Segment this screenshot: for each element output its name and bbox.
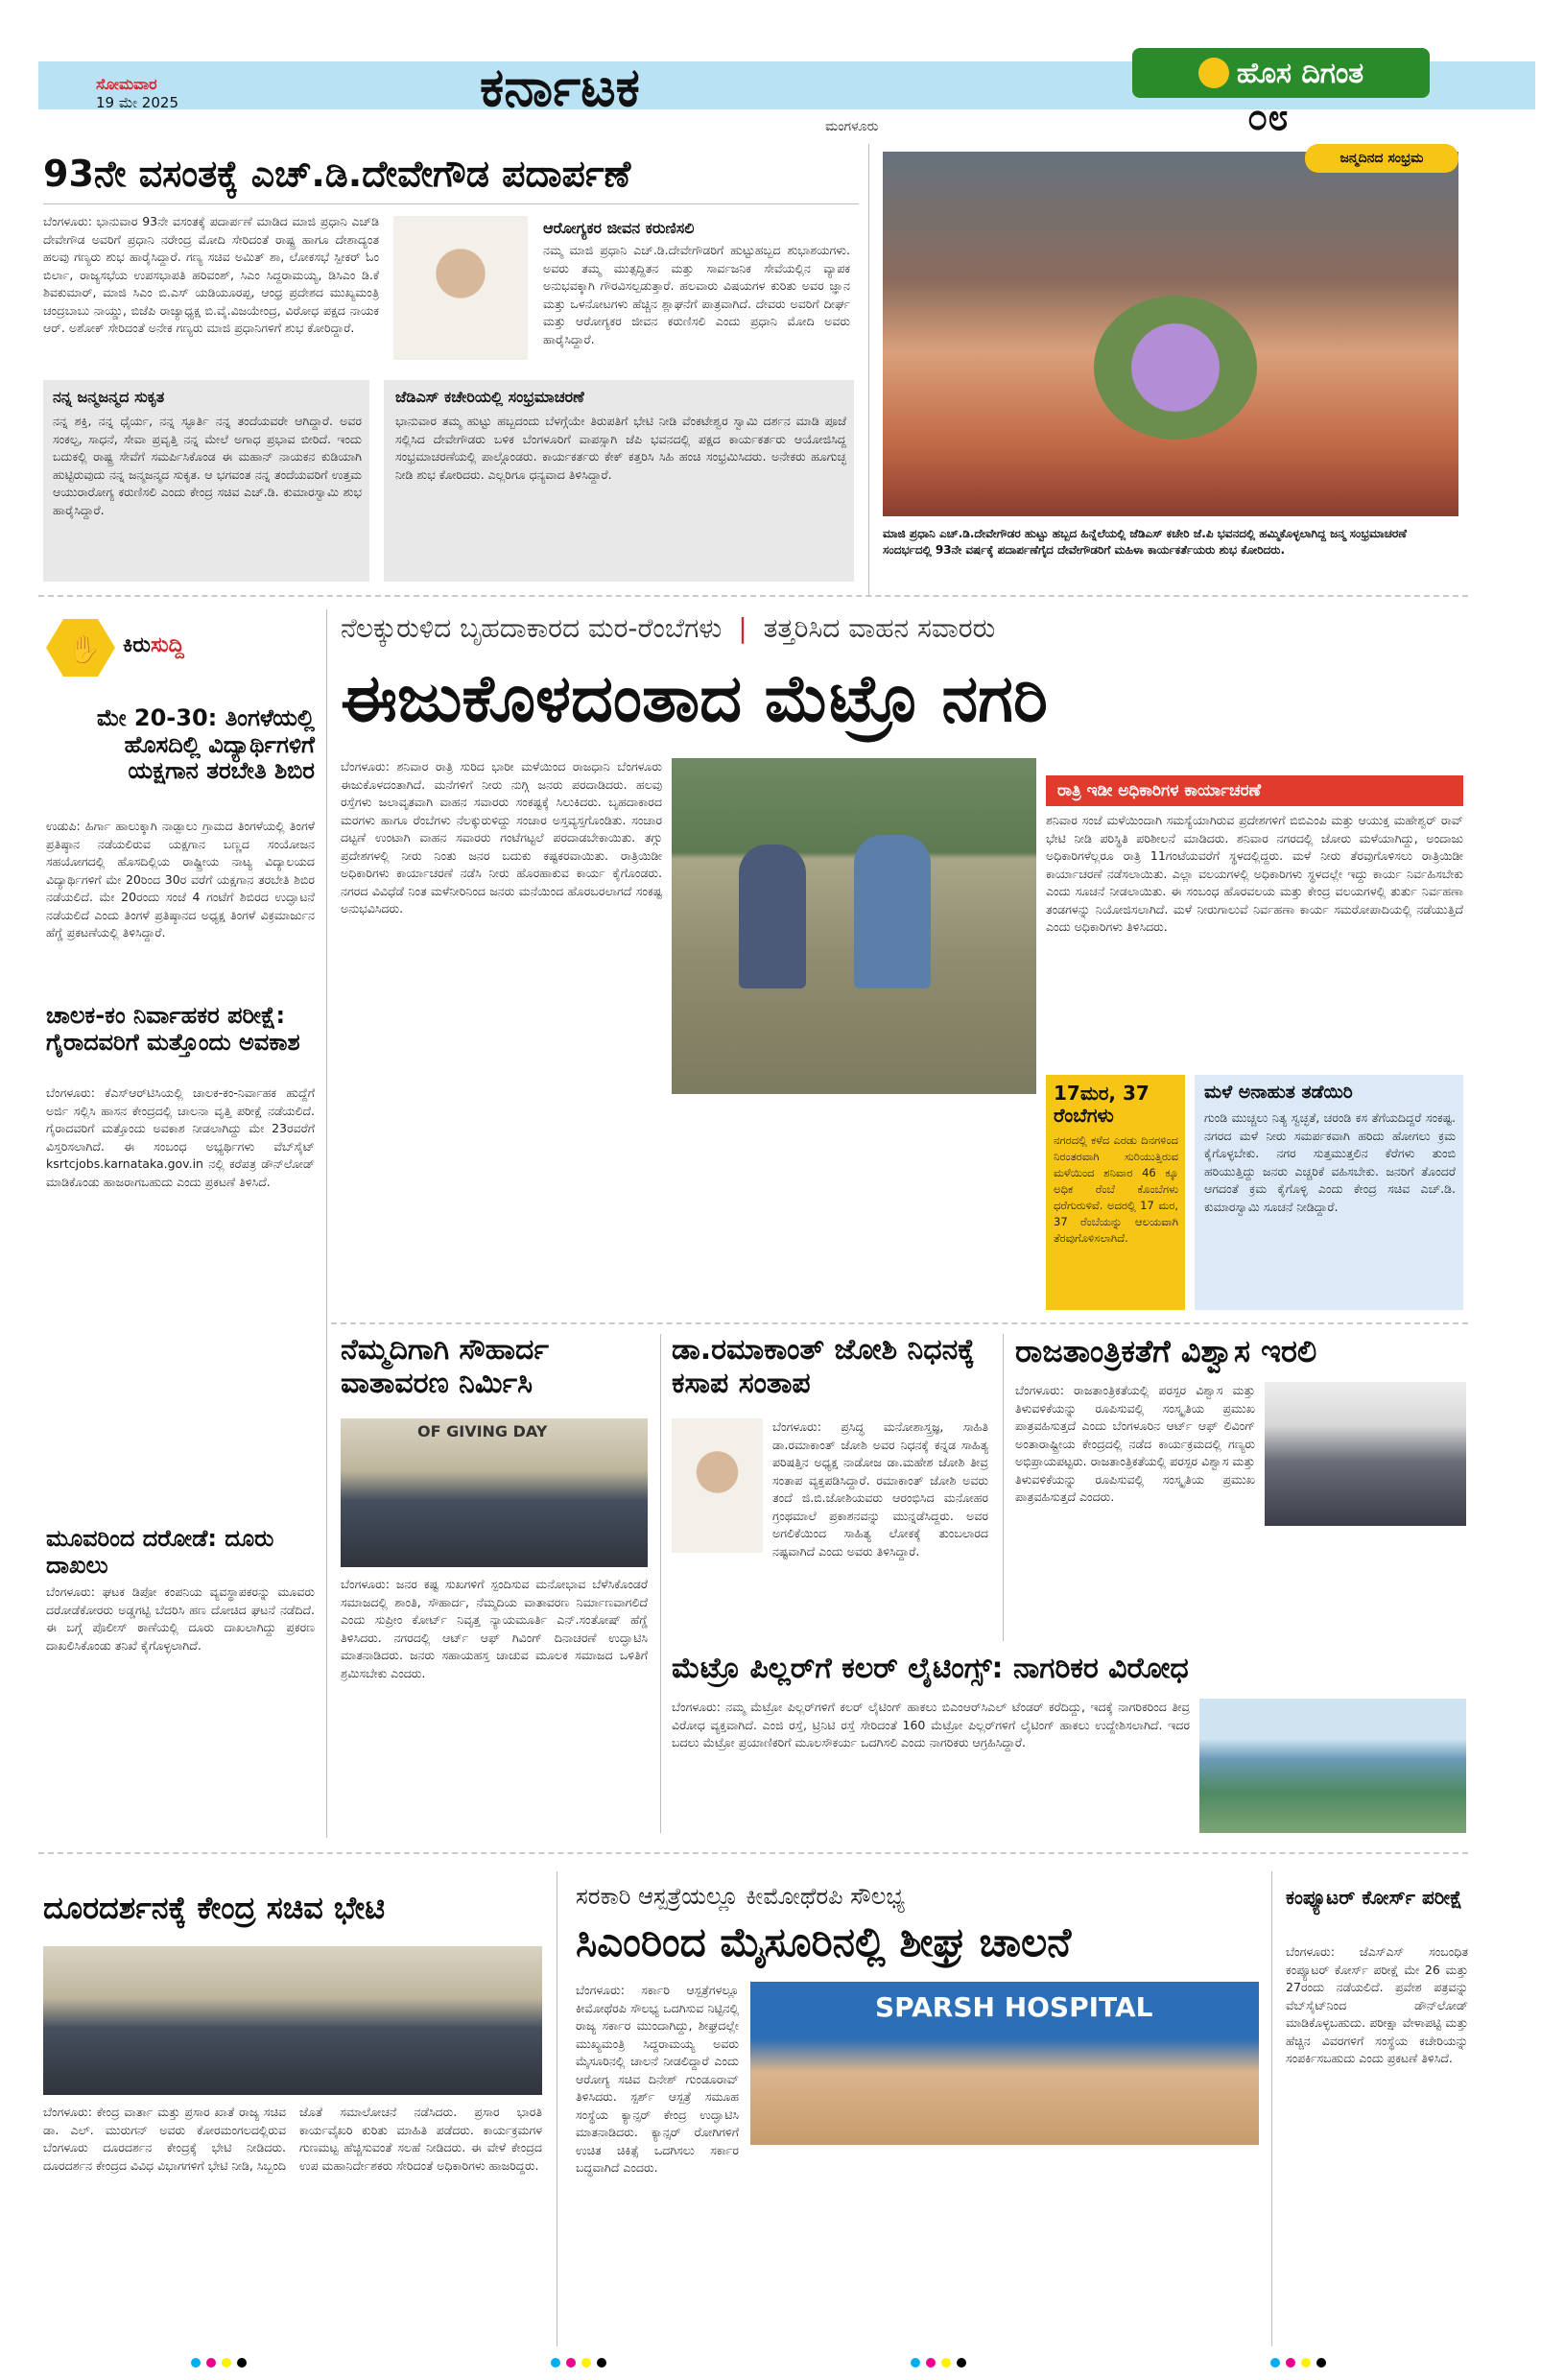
pillar-headline: ಮೆಟ್ರೊ ಪಿಲ್ಲರ್‌ಗೆ ಕಲರ್ ಲೈಟಿಂಗ್ಸ್: ನಾಗರಿಕರ ವಿರೋಧ — [672, 1652, 1189, 1685]
kiru-story1-body: ಉಡುಪಿ: ಹಿರ್ಗಾ ಹಾಲುಕ್ಕಾಗಿ ನಾಡ್ಪಾಲು ಗ್ರಾಮದ ತಿಂಗಳೆಯಲ್ಲಿ ತಿಂಗಳೆ ಪ್ರತಿಷ್ಠಾನ ನಡೆಯಲಿರುವ ಯಕ್ಷಗಾನ ಬಣ್ಣದ ಸಂಯೋಜನ ಸಹಯೋಗದಲ್ಲಿ ಹೊಸದಿಲ್ಲಿಯ ರಾಷ್ಟ್ರೀಯ ನಾಟ್ಯ ವಿದ್ಯಾಲಯದ ವಿದ್ಯಾರ್ಥಿಗಳಿಗೆ ಮೇ 20ರಿಂದ 30ರ ವರೆಗೆ ಯಕ್ಷಗಾನ ತರಬೇತಿ ಶಿಬಿರ ನಡೆಯಲಿದೆ. ಮೇ 20ರಂದು ಸಂಜೆ 4 ಗಂಟೆಗೆ ಶಿಬಿರದ ಉದ್ಘಾಟನೆ ನಡೆಯಲಿದೆ ಎಂದು ತಿಂಗಳೆ ಪ್ರತಿಷ್ಠಾನದ ಅಧ್ಯಕ್ಷ ತಿಂಗಳೆ ವಿಕ್ರಮಾರ್ಜುನ ಹೆಗ್ಡೆ ಪ್ರಕಟಣೆಯಲ್ಲಿ ತಿಳಿಸಿದ್ದಾರೆ. — [46, 819, 315, 940]
section-divider-1 — [38, 595, 1468, 597]
kiru-icon: ✋ — [67, 633, 101, 665]
paper-logo — [1132, 48, 1430, 98]
story-harmony-body: ಬೆಂಗಳೂರು: ಜನರ ಕಷ್ಟ ಸುಖಗಳಿಗೆ ಸ್ಪಂದಿಸುವ ಮನೋಭಾವ ಬೆಳೆಸಿಕೊಂಡರೆ ಸಮಾಜದಲ್ಲಿ ಶಾಂತಿ, ಸೌಹಾರ್ದ, ನೆಮ್ಮದಿಯ ವಾತಾವರಣ ನಿರ್ಮಾಣವಾಗಲಿದೆ ಎಂದು ಸುಪ್ರೀಂ ಕೋರ್ಟ್ ನಿವೃತ್ತ ನ್ಯಾಯಮೂರ್ತಿ ಎನ್.ಸಂತೋಷ್ ಹೆಗ್ಡೆ ತಿಳಿಸಿದರು. ನಗರದಲ್ಲಿ ಆರ್ಟ್ ಆಫ್ ಗಿವಿಂಗ್ ದಿನಾಚರಣೆ ಉದ್ಘಾಟಿಸಿ ಮಾತನಾಡಿದರು. ಜನರು ಸಹಾಯಹಸ್ತ ಚಾಚುವ ಮೂಲಕ ಸಮಾಜದ ಒಳಿತಿಗೆ ಶ್ರಮಿಸಬೇಕು ಎಂದರು. — [341, 1577, 648, 1680]
story-diplomacy-body: ಬೆಂಗಳೂರು: ರಾಜತಾಂತ್ರಿಕತೆಯಲ್ಲಿ ಪರಸ್ಪರ ವಿಶ್ವಾಸ ಮತ್ತು ತಿಳುವಳಿಕೆಯನ್ನು ರೂಪಿಸುವಲ್ಲಿ ಸಂಸ್ಕೃತಿಯ ಪ್ರಮುಖ ಪಾತ್ರವಹಿಸುತ್ತದೆ ಎಂದು ಬೆಂಗಳೂರಿನ ಆರ್ಟ್ ಆಫ್ ಲಿವಿಂಗ್ ಅಂತಾರಾಷ್ಟ್ರೀಯ ಕೇಂದ್ರದಲ್ಲಿ ನಡೆದ ಕಾರ್ಯಕ್ರಮದಲ್ಲಿ ಗಣ್ಯರು ಅಭಿಪ್ರಾಯಪಟ್ಟರು. ರಾಜತಾಂತ್ರಿಕತೆಯಲ್ಲಿ ಪರಸ್ಪರ ವಿಶ್ವಾಸ ಮತ್ತು ತಿಳುವಳಿಕೆಯನ್ನು ರೂಪಿಸುವಲ್ಲಿ ಸಂಸ್ಕೃತಿಯ ಪ್ರಮುಖ ಪಾತ್ರವಹಿಸುತ್ತದೆ ಎಂದರು. — [1015, 1383, 1255, 1504]
harmony-photo — [341, 1418, 648, 1567]
photo-tag: ಜನ್ಮದಿನದ ಸಂಭ್ರಮ — [1305, 144, 1458, 173]
stats-body: ನಗರದಲ್ಲಿ ಕಳೆದ ಎರಡು ದಿನಗಳಿಂದ ನಿರಂತರವಾಗಿ ಸುರಿಯುತ್ತಿರುವ ಮಳೆಯಿಂದ ಶನಿವಾರ 46 ಕ್ಕೂ ಅಧಿಕ ರೆಂಬೆ ಕೊಂಬೆಗಳು ಧರೆಗುರುಳಿವೆ. ಅದರಲ್ಲಿ 17 ಮರ, 37 ರೆಂಬೆಯನ್ನು ಆಲಯವಾಗಿ ತೆರವುಗೊಳಿಸಲಾಗಿದೆ. — [1054, 1133, 1178, 1245]
lead-photo-caption: ಮಾಜಿ ಪ್ರಧಾನಿ ಎಚ್.ಡಿ.ದೇವೇಗೌಡರ ಹುಟ್ಟು ಹಬ್ಬದ ಹಿನ್ನೆಲೆಯಲ್ಲಿ ಜೆಡಿಎಸ್ ಕಚೇರಿ ಜೆ.ಪಿ ಭವನದಲ್ಲಿ ಹಮ್ಮಿಕೊಳ್ಳಲಾಗಿದ್ದ ಜನ್ಮ ಸಂಭ್ರಮಾಚರಣೆ ಸಂದರ್ಭದಲ್ಲಿ 93ನೇ ವರ್ಷಕ್ಕೆ ಪದಾರ್ಪಣೆಗೈದ ದೇವೇಗೌಡರಿಗೆ ಮಹಿಳಾ ಕಾರ್ಯಕರ್ತೆಯರು ಶುಭ ಕೋರಿದರು. — [883, 527, 1407, 557]
tip-title: ಮಳೆ ಅನಾಹುತ ತಡೆಯಿರಿ — [1204, 1082, 1353, 1103]
color-registration-marks — [38, 2353, 1478, 2371]
metro-body: ಬೆಂಗಳೂರು: ಶನಿವಾರ ರಾತ್ರಿ ಸುರಿದ ಭಾರೀ ಮಳೆಯಿಂದ ರಾಜಧಾನಿ ಬೆಂಗಳೂರು ಈಜುಕೊಳದಂತಾಗಿದೆ. ಮನೆಗಳಿಗೆ ನೀರು ನುಗ್ಗಿ ಜನರು ಪರದಾಡಿದರು. ಹಲವು ರಸ್ತೆಗಳು ಜಲಾವೃತವಾಗಿ ವಾಹನ ಸವಾರರು ಸಂಕಷ್ಟಕ್ಕೆ ಸಿಲುಕಿದರು. ಬೃಹದಾಕಾರದ ಮರಗಳು ಹಾಗೂ ರೆಂಬೆಗಳು ನೆಲಕ್ಕುರುಳಿದ್ದು ಸಂಚಾರ ಅಸ್ತವ್ಯಸ್ತಗೊಂಡಿತು. ಸಂಚಾರ ದಟ್ಟಣೆ ಉಂಟಾಗಿ ವಾಹನ ಸವಾರರು ಗಂಟೆಗಟ್ಟಲೆ ಪರದಾಡಬೇಕಾಯಿತು. ತಗ್ಗು ಪ್ರದೇಶಗಳಲ್ಲಿ ನೀರು ನಿಂತು ಜನರ ಬದುಕು ಕಷ್ಟಕರವಾಯಿತು. ರಾತ್ರಿಯಿಡೀ ಅಧಿಕಾರಿಗಳು ಕಾರ್ಯಾಚರಣೆ ನಡೆಸಿ ನೀರು ಹೊರಹಾಕುವ ಕಾರ್ಯ ಕೈಗೊಂಡರು. ನಗರದ ವಿವಿಧೆಡೆ ನಿಂತ ಮಳೆನೀರಿನಿಂದ ಜನರು ಮನೆಯಿಂದ ಹೊರಬರಲಾಗದೆ ಸಂಕಷ್ಟ ಅನುಭವಿಸಿದರು. — [341, 759, 662, 916]
harmony-banner: OF GIVING DAY — [417, 1422, 548, 1440]
lead-divider — [868, 144, 869, 595]
paper-name: ಹೊಸ ದಿಗಂತ — [1236, 56, 1364, 90]
section-title: ಕರ್ನಾಟಕ — [480, 57, 640, 119]
lead-sub1-body: ನಮ್ಮ ಮಾಜಿ ಪ್ರಧಾನಿ ಎಚ್.ಡಿ.ದೇವೇಗೌಡರಿಗೆ ಹುಟ್ಟುಹಬ್ಬದ ಶುಭಾಶಯಗಳು. ಅವರು ತಮ್ಮ ಮುತ್ಸದ್ದಿತನ ಮತ್ತು ಸಾರ್ವಜನಿಕ ಸೇವೆಯಲ್ಲಿನ ವ್ಯಾಪಕ ಅನುಭವಕ್ಕಾಗಿ ಗೌರವಿಸಲ್ಪಡುತ್ತಾರೆ. ಹಲವಾರು ವಿಷಯಗಳ ಕುರಿತು ಅವರ ಜ್ಞಾನ ಮತ್ತು ಒಳನೋಟಗಳು ಹೆಚ್ಚಿನ ಶ್ಲಾಘನೆಗೆ ಪಾತ್ರವಾಗಿದೆ. ದೇವರು ಅವರಿಗೆ ದೀರ್ಘ ಮತ್ತು ಆರೋಗ್ಯಕರ ಜೀವನ ಕರುಣಿಸಲಿ ಎಂದು ಪ್ರಧಾನಿ ಮೋದಿ ಅವರು ಹಾರೈಸಿದ್ದಾರೆ. — [543, 243, 850, 346]
flood-photo — [672, 758, 1036, 1094]
doordarshan-body: ಬೆಂಗಳೂರು: ಕೇಂದ್ರ ವಾರ್ತಾ ಮತ್ತು ಪ್ರಸಾರ ಖಾತೆ ರಾಜ್ಯ ಸಚಿವ ಡಾ. ಎಲ್. ಮುರುಗನ್ ಅವರು ಕೋರಮಂಗಲದಲ್ಲಿರುವ ಬೆಂಗಳೂರು ದೂರದರ್ಶನ ಕೇಂದ್ರಕ್ಕೆ ಭೇಟಿ ನೀಡಿದರು. ದೂರದರ್ಶನ ಕೇಂದ್ರದ ವಿವಿಧ ವಿಭಾಗಗಳಿಗೆ ಭೇಟಿ ನೀಡಿ, ಸಿಬ್ಬಂದಿ ಜೊತೆ ಸಮಾಲೋಚನೆ ನಡೆಸಿದರು. ಪ್ರಸಾರ ಭಾರತಿ ಕಾರ್ಯವೈಖರಿ ಕುರಿತು ಮಾಹಿತಿ ಪಡೆದರು. ಕಾರ್ಯಕ್ರಮಗಳ ಗುಣಮಟ್ಟ ಹೆಚ್ಚಿಸುವಂತೆ ಸಲಹೆ ನೀಡಿದರು. ಈ ವೇಳೆ ಕೇಂದ್ರದ ಉಪ ಮಹಾನಿರ್ದೇಶಕರು ಸೇರಿದಂತೆ ಅಧಿಕಾರಿಗಳು ಹಾಜರಿದ್ದರು. — [43, 2105, 542, 2173]
lead-sub1-title: ಆರೋಗ್ಯಕರ ಜೀವನ ಕರುಣಿಸಲಿ — [543, 219, 695, 237]
kiru-story3-body: ಬೆಂಗಳೂರು: ಘಟಕ ಡಿಪೋ ಕಂಪನಿಯ ವ್ಯವಸ್ಥಾಪಕರನ್ನು ಮೂವರು ದರೋಡೆಕೋರರು ಅಡ್ಡಗಟ್ಟಿ ಬೆದರಿಸಿ ಹಣ ದೋಚಿದ ಘಟನೆ ನಡೆದಿದೆ. ಈ ಬಗ್ಗೆ ಪೊಲೀಸ್ ಠಾಣೆಯಲ್ಲಿ ದೂರು ದಾಖಲಾಗಿದ್ದು ಪ್ರಕರಣ ದಾಖಲಿಸಿಕೊಂಡು ತನಿಖೆ ಕೈಗೊಳ್ಳಲಾಗಿದೆ. — [46, 1584, 315, 1653]
logo-icon — [1198, 58, 1229, 88]
lead-rule — [43, 203, 859, 204]
person-right — [854, 835, 931, 988]
sparsh-banner: SPARSH HOSPITAL — [875, 1991, 1153, 2023]
metro-depot-photo — [1199, 1699, 1466, 1833]
section-divider-2 — [331, 1322, 1468, 1324]
page-number: ೦೮ — [1247, 96, 1289, 138]
bottom-divider-2 — [1271, 1871, 1272, 2346]
kiru-story3-headline: ಮೂವರಿಂದ ದರೋಡೆ: ದೂರು ದಾಖಲು — [46, 1525, 274, 1579]
chemo-headline: ಸಿಎಂರಿಂದ ಮೈಸೂರಿನಲ್ಲಿ ಶೀಘ್ರ ಚಾಲನೆ — [576, 1918, 1072, 1965]
chemo-body: ಬೆಂಗಳೂರು: ಸರ್ಕಾರಿ ಆಸ್ಪತ್ರೆಗಳಲ್ಲೂ ಕೀಮೋಥೆರಪಿ ಸೌಲಭ್ಯ ಒದಗಿಸುವ ನಿಟ್ಟಿನಲ್ಲಿ ರಾಜ್ಯ ಸರ್ಕಾರ ಮುಂದಾಗಿದ್ದು, ಶೀಘ್ರದಲ್ಲೇ ಮುಖ್ಯಮಂತ್ರಿ ಸಿದ್ದರಾಮಯ್ಯ ಅವರು ಮೈಸೂರಿನಲ್ಲಿ ಚಾಲನೆ ನೀಡಲಿದ್ದಾರೆ ಎಂದು ಆರೋಗ್ಯ ಸಚಿವ ದಿನೇಶ್ ಗುಂಡೂರಾವ್ ತಿಳಿಸಿದರು. ಸ್ಪರ್ಶ್ ಆಸ್ಪತ್ರೆ ಸಮೂಹ ಸಂಸ್ಥೆಯ ಕ್ಯಾನ್ಸರ್ ಕೇಂದ್ರ ಉದ್ಘಾಟಿಸಿ ಮಾತನಾಡಿದರು. ಕ್ಯಾನ್ಸರ್ ರೋಗಿಗಳಿಗೆ ಉಚಿತ ಚಿಕಿತ್ಸೆ ಒದಗಿಸಲು ಸರ್ಕಾರ ಬದ್ಧವಾಗಿದೆ ಎಂದರು. — [576, 1983, 739, 2175]
lead-headline: 93ನೇ ವಸಂತಕ್ಕೆ ಎಚ್.ಡಿ.ದೇವೇಗೌಡ ಪದಾರ್ಪಣೆ — [43, 153, 631, 195]
doordarshan-photo — [43, 1946, 542, 2095]
diplomacy-photo — [1265, 1382, 1466, 1526]
birthday-celebration-photo — [883, 152, 1458, 516]
story-harmony-headline: ನೆಮ್ಮದಿಗಾಗಿ ಸೌಹಾರ್ದ ವಾತಾವರಣ ನಿರ್ಮಿಸಿ — [341, 1333, 549, 1400]
chemo-kicker: ಸರಕಾರಿ ಆಸ್ಪತ್ರೆಯಲ್ಲೂ ಕೀಮೋಥೆರಪಿ ಸೌಲಭ್ಯ — [576, 1883, 906, 1910]
kiru-divider — [326, 609, 327, 1838]
kiru-story2-body: ಬೆಂಗಳೂರು: ಕೆಎಸ್‌ಆರ್‌ಟಿಸಿಯಲ್ಲಿ ಚಾಲಕ-ಕಂ-ನಿರ್ವಾಹಕ ಹುದ್ದೆಗೆ ಅರ್ಜಿ ಸಲ್ಲಿಸಿ ಹಾಸನ ಕೇಂದ್ರದಲ್ಲಿ ಚಾಲನಾ ವೃತ್ತಿ ಪರೀಕ್ಷೆ ನಡೆಯಲಿದೆ. ಗೈರಾದವರಿಗೆ ಮತ್ತೊಂದು ಅವಕಾಶ ನೀಡಲಾಗಿದ್ದು ಮೇ 23ರವರೆಗೆ ವಿಸ್ತರಿಸಲಾಗಿದೆ. ಈ ಸಂಬಂಧ ಅಭ್ಯರ್ಥಿಗಳು ವೆಬ್‌ಸೈಟ್ ksrtcjobs.karnataka.gov.in ನಲ್ಲಿ ಕರೆಪತ್ರ ಡೌನ್‌ಲೋಡ್ ಮಾಡಿಕೊಂಡು ಹಾಜರಾಗಬಹುದು ಎಂದು ಪ್ರಕಟಣೆ ತಿಳಿಸಿದೆ. — [46, 1085, 315, 1189]
metro-kicker-a: ನೆಲಕ್ಕುರುಳಿದ ಬೃಹದಾಕಾರದ ಮರ-ರೆಂಬೆಗಳು — [341, 612, 723, 644]
computer-course-body: ಬೆಂಗಳೂರು: ಜೆಎಸ್‌ಎಸ್ ಸಂಬಂಧಿತ ಕಂಪ್ಯೂಟರ್ ಕೋರ್ಸ್ ಪರೀಕ್ಷೆ ಮೇ 26 ಮತ್ತು 27ರಂದು ನಡೆಯಲಿದೆ. ಪ್ರವೇಶ ಪತ್ರವನ್ನು ವೆಬ್‌ಸೈಟ್‌ನಿಂದ ಡೌನ್‌ಲೋಡ್ ಮಾಡಿಕೊಳ್ಳಬಹುದು. ಪರೀಕ್ಷಾ ವೇಳಾಪಟ್ಟಿ ಮತ್ತು ಹೆಚ್ಚಿನ ವಿವರಗಳಿಗೆ ಸಂಸ್ಥೆಯ ಕಚೇರಿಯನ್ನು ಸಂಪರ್ಕಿಸಬಹುದು ಎಂದು ಪ್ರಕಟಣೆ ತಿಳಿಸಿದೆ. — [1286, 1944, 1468, 2065]
pillar-body: ಬೆಂಗಳೂರು: ನಮ್ಮ ಮೆಟ್ರೋ ಪಿಲ್ಲರ್‌ಗಳಿಗೆ ಕಲರ್ ಲೈಟಿಂಗ್ ಹಾಕಲು ಬಿಎಂಆರ್‌ಸಿಎಲ್ ಟೆಂಡರ್ ಕರೆದಿದ್ದು, ಇದಕ್ಕೆ ನಾಗರಿಕರಿಂದ ತೀವ್ರ ವಿರೋಧ ವ್ಯಕ್ತವಾಗಿದೆ. ಎಂಜಿ ರಸ್ತೆ, ಟ್ರಿನಿಟಿ ರಸ್ತೆ ಸೇರಿದಂತೆ 160 ಮೆಟ್ರೋ ಪಿಲ್ಲರ್‌ಗಳಿಗೆ ಲೈಟಿಂಗ್ ಹಾಕಲು ಉದ್ದೇಶಿಸಲಾಗಿದೆ. ಇದರ ಬದಲು ಮೆಟ್ರೋ ಪ್ರಯಾಣಿಕರಿಗೆ ಮೂಲಸೌಕರ್ಯ ಒದಗಿಸಲಿ ಎಂದು ನಾಗರಿಕರು ಆಗ್ರಹಿಸಿದ್ದಾರೆ. — [672, 1700, 1190, 1749]
bouquet-shape — [1094, 296, 1257, 440]
doordarshan-headline: ದೂರದರ್ಶನಕ್ಕೆ ಕೇಂದ್ರ ಸಚಿವ ಭೇಟಿ — [43, 1890, 386, 1926]
kiru-label-b: ಸುದ್ದಿ — [150, 633, 184, 657]
metro-kicker-sep: | — [738, 612, 747, 644]
kiru-label-a: ಕಿರು — [123, 633, 151, 657]
lead-sub3-body: ಭಾನುವಾರ ತಮ್ಮ ಹುಟ್ಟು ಹಬ್ಬದಂದು ಬೆಳಗ್ಗೆಯೇ ತಿರುಪತಿಗೆ ಭೇಟಿ ನೀಡಿ ವೆಂಕಟೇಶ್ವರ ಸ್ವಾಮಿ ದರ್ಶನ ಮಾಡಿ ಪೂಜೆ ಸಲ್ಲಿಸಿದ ದೇವೇಗೌಡರು ಬಳಿಕ ಬೆಂಗಳೂರಿಗೆ ವಾಪಸ್ಸಾಗಿ ಜೆಪಿ ಭವನದಲ್ಲಿ ಪಕ್ಷದ ಕಾರ್ಯಕರ್ತರು ಆಯೋಜಿಸಿದ್ದ ಸಂಭ್ರಮಾಚರಣೆಯಲ್ಲಿ ಪಾಲ್ಗೊಂಡರು. ಕಾರ್ಯಕರ್ತರು ಕೇಕ್ ಕತ್ತರಿಸಿ ಸಿಹಿ ಹಂಚಿ ಸಂಭ್ರಮಿಸಿದರು. ಅನೇಕರು ಹೂಗುಚ್ಛ ನೀಡಿ ಶುಭ ಕೋರಿದರು. ಎಲ್ಲರಿಗೂ ಧನ್ಯವಾದ ತಿಳಿಸಿದ್ದಾರೆ. — [395, 414, 846, 482]
joshi-portrait — [672, 1418, 763, 1553]
story-joshi-body: ಬೆಂಗಳೂರು: ಪ್ರಸಿದ್ಧ ಮನೋಶಾಸ್ತ್ರಜ್ಞ, ಸಾಹಿತಿ ಡಾ.ರಮಾಕಾಂತ್ ಜೋಶಿ ಅವರ ನಿಧನಕ್ಕೆ ಕನ್ನಡ ಸಾಹಿತ್ಯ ಪರಿಷತ್ತಿನ ಅಧ್ಯಕ್ಷ ನಾಡೋಜ ಡಾ.ಮಹೇಶ ಜೋಶಿ ತೀವ್ರ ಸಂತಾಪ ವ್ಯಕ್ತಪಡಿಸಿದ್ದಾರೆ. ರಮಾಕಾಂತ್ ಜೋಶಿ ಅವರು ತಂದೆ ಜಿ.ಬಿ.ಜೋಶಿಯವರು ಆರಂಭಿಸಿದ ಮನೋಹರ ಗ್ರಂಥಮಾಲೆ ಪ್ರಕಾಶನವನ್ನು ಮುನ್ನಡೆಸಿದ್ದರು. ಅವರ ಅಗಲಿಕೆಯಿಂದ ಸಾಹಿತ್ಯ ಲೋಕಕ್ಕೆ ತುಂಬಲಾರದ ನಷ್ಟವಾಗಿದೆ ಎಂದು ಅವರು ತಿಳಿಸಿದ್ದಾರೆ. — [772, 1419, 988, 1559]
lead-sub3-title: ಜೆಡಿಎಸ್ ಕಚೇರಿಯಲ್ಲಿ ಸಂಭ್ರಮಾಚರಣೆ — [395, 388, 584, 406]
metro-headline: ಈಜುಕೊಳದಂತಾದ ಮೆಟ್ರೊ ನಗರಿ — [341, 661, 1048, 737]
red-box-body: ಶನಿವಾರ ಸಂಜೆ ಮಳೆಯಿಂದಾಗಿ ಸಮಸ್ಯೆಯಾಗಿರುವ ಪ್ರದೇಶಗಳಿಗೆ ಬಿಬಿಎಂಪಿ ಮತ್ತು ಆಯುಕ್ತ ಮಹೇಶ್ವರ್ ರಾವ್ ಭೇಟಿ ನೀಡಿ ಪರಿಸ್ಥಿತಿ ಪರಿಶೀಲನೆ ಮಾಡಿದರು. ಶನಿವಾರ ನಗರದಲ್ಲಿ ಜೋರು ಮಳೆಯಾಗಿದ್ದು, ಅಂದಾಜು ಅಧಿಕಾರಿಗಳೆಲ್ಲರೂ ರಾತ್ರಿ 11ಗಂಟೆಯವರೆಗೆ ಸ್ಥಳದಲ್ಲಿದ್ದರು. ಮಳೆ ನೀರು ತೆರವುಗೊಳಿಸಲು ರಾತ್ರಿಯಿಡೀ ಕಾರ್ಯಾಚರಣೆ ನಡೆಸಲಾಯಿತು. ಎಲ್ಲಾ ವಲಯಗಳಲ್ಲಿ ಅಧಿಕಾರಿಗಳು ಸ್ಥಳದಲ್ಲೇ ಇದ್ದು ಕಾರ್ಯ ನಿರ್ವಹಿಸಬೇಕು ಎಂದು ಸೂಚನೆ ನೀಡಲಾಯಿತು. ಈ ಸಂಬಂಧ ಹೊರವಲಯ ಮತ್ತು ಕೇಂದ್ರ ವಲಯಗಳಲ್ಲಿ ತುರ್ತು ನಿರ್ವಹಣಾ ತಂಡಗಳನ್ನು ನಿಯೋಜಿಸಲಾಗಿದೆ. ಮಳೆ ನೀರುಗಾಲುವೆ ನಿರ್ವಹಣಾ ಕಾರ್ಯ ಸಮರೋಪಾದಿಯಲ್ಲಿ ನಡೆಯುತ್ತಿದೆ ಎಂದು ಅಧಿಕಾರಿಗಳು ತಿಳಿಸಿದರು. — [1046, 813, 1463, 934]
masthead-edition: ಮಂಗಳೂರು — [825, 119, 879, 134]
metro-kicker-b: ತತ್ತರಿಸಿದ ವಾಹನ ಸವಾರರು — [763, 612, 996, 644]
stats-title: 17ಮರ, 37 ರೆಂಬೆಗಳು — [1054, 1082, 1150, 1127]
section-divider-3 — [38, 1852, 1468, 1854]
deve-gowda-photo — [393, 216, 528, 360]
masthead-day: ಸೋಮವಾರ — [96, 75, 157, 93]
tip-body: ಗುಂಡಿ ಮುಚ್ಚಲು ನಿತ್ಯ ಸ್ವಚ್ಛತೆ, ಚರಂಡಿ ಕಸ ತೆಗೆಯದಿದ್ದರೆ ಸಂಕಷ್ಟ. ನಗರದ ಮಳೆ ನೀರು ಸಮರ್ಪಕವಾಗಿ ಹರಿದು ಹೋಗಲು ಕ್ರಮ ಕೈಗೊಳ್ಳಬೇಕು. ನಗರ ಸುತ್ತಮುತ್ತಲಿನ ಕೆರೆಗಳು ತುಂಬಿ ಹರಿಯುತ್ತಿದ್ದು ಜನರು ಎಚ್ಚರಿಕೆ ವಹಿಸಬೇಕು. ಜನರಿಗೆ ತೊಂದರೆ ಆಗದಂತೆ ಕ್ರಮ ಕೈಗೊಳ್ಳಿ ಎಂದು ಕೇಂದ್ರ ಸಚಿವ ಎಚ್.ಡಿ. ಕುಮಾರಸ್ವಾಮಿ ಸೂಚನೆ ನೀಡಿದ್ದಾರೆ. — [1204, 1110, 1456, 1214]
kiru-label — [123, 633, 184, 657]
lead-sub2-body: ನನ್ನ ಶಕ್ತಿ, ನನ್ನ ಧೈರ್ಯ, ನನ್ನ ಸ್ಫೂರ್ತಿ ನನ್ನ ತಂದೆಯವರೇ ಆಗಿದ್ದಾರೆ. ಅವರ ಸಂಕಲ್ಪ, ಸಾಧನೆ, ಸೇವಾ ಪ್ರವೃತ್ತಿ ನನ್ನ ಮೇಲೆ ಅಗಾಧ ಪ್ರಭಾವ ಬೀರಿದೆ. ಇಂದು ಬದುಕಲ್ಲಿ ರಾಷ್ಟ್ರ ಸೇವೆಗೆ ಸಮರ್ಪಿಸಿಕೊಂಡ ಈ ಮಹಾನ್ ನಾಯಕನ ಕುಡಿಯಾಗಿ ಹುಟ್ಟಿರುವುದು ನನ್ನ ಜನ್ಮಜನ್ಮದ ಸುಕೃತ. ಆ ಭಗವಂತ ನನ್ನ ತಂದೆಯವರಿಗೆ ಉತ್ತಮ ಆಯುರಾರೋಗ್ಯ ಕರುಣಿಸಲಿ ಎಂದು ಕೇಂದ್ರ ಸಚಿವ ಎಚ್.ಡಿ. ಕುಮಾರಸ್ವಾಮಿ ಶುಭ ಹಾರೈಸಿದ್ದಾರೆ. — [53, 414, 362, 517]
masthead-date: 19 ಮೇ 2025 — [96, 94, 178, 111]
lead-body: ಬೆಂಗಳೂರು: ಭಾನುವಾರ 93ನೇ ವಸಂತಕ್ಕೆ ಪದಾರ್ಪಣೆ ಮಾಡಿದ ಮಾಜಿ ಪ್ರಧಾನಿ ಎಚ್‌ಡಿ ದೇವೇಗೌಡ ಅವರಿಗೆ ಪ್ರಧಾನಿ ನರೇಂದ್ರ ಮೋದಿ ಸೇರಿದಂತೆ ರಾಷ್ಟ್ರ ಹಾಗೂ ದೇಶಾದ್ಯಂತ ಹಲವು ಗಣ್ಯರು ಶುಭ ಹಾರೈಸಿದ್ದಾರೆ. ಗಣ್ಯ ಸಚಿವ ಅಮಿತ್ ಶಾ, ಲೋಕಸಭೆ ಸ್ಪೀಕರ್ ಓಂ ಬಿರ್ಲಾ, ರಾಜ್ಯಸಭೆಯ ಉಪಸಭಾಪತಿ ಹರಿವಂಶ್, ಸಿಎಂ ಸಿದ್ದರಾಮಯ್ಯ, ಡಿಸಿಎಂ ಡಿ.ಕೆ ಶಿವಕುಮಾರ್, ಮಾಜಿ ಸಿಎಂ ಬಿ.ಎಸ್ ಯಡಿಯೂರಪ್ಪ, ಆಂಧ್ರ ಪ್ರದೇಶದ ಮುಖ್ಯಮಂತ್ರಿ ಚಂದ್ರಬಾಬು ನಾಯ್ಡು, ಬಿಜೆಪಿ ರಾಜ್ಯಾಧ್ಯಕ್ಷ ಬಿ.ವೈ.ವಿಜಯೇಂದ್ರ, ವಿರೋಧ ಪಕ್ಷದ ನಾಯಕ ಆರ್. ಅಶೋಕ್ ಸೇರಿದಂತೆ ಅನೇಕ ಗಣ್ಯರು ಮಾಜಿ ಪ್ರಧಾನಿಗಳಿಗೆ ಶುಭ ಕೋರಿದ್ದಾರೆ. — [43, 214, 379, 335]
computer-course-headline: ಕಂಪ್ಯೂಟರ್ ಕೋರ್ಸ್ ಪರೀಕ್ಷೆ — [1286, 1886, 1463, 1909]
mid-divider-1 — [660, 1334, 661, 1833]
person-left — [739, 845, 806, 988]
red-box-title: ರಾತ್ರಿ ಇಡೀ ಅಧಿಕಾರಿಗಳ ಕಾರ್ಯಾಚರಣೆ — [1046, 775, 1463, 806]
kiru-story1-headline: ಮೇ 20-30: ತಿಂಗಳೆಯಲ್ಲಿ ಹೊಸದಿಲ್ಲಿ ವಿದ್ಯಾರ್ಥಿಗಳಿಗೆ ಯಕ್ಷಗಾನ ತರಬೇತಿ ಶಿಬಿರ — [96, 704, 315, 785]
lead-sub2-title: ನನ್ನ ಜನ್ಮಜನ್ಮದ ಸುಕೃತ — [53, 388, 165, 406]
story-diplomacy-headline: ರಾಜತಾಂತ್ರಿಕತೆಗೆ ವಿಶ್ವಾಸ ಇರಲಿ — [1015, 1333, 1317, 1369]
metro-kicker — [341, 612, 1463, 645]
sparsh-hospital-photo — [750, 1982, 1259, 2145]
mid-divider-2 — [1003, 1334, 1004, 1641]
story-joshi-headline: ಡಾ.ರಮಾಕಾಂತ್ ಜೋಶಿ ನಿಧನಕ್ಕೆ ಕಸಾಪ ಸಂತಾಪ — [672, 1333, 975, 1400]
kiru-story2-headline: ಚಾಲಕ-ಕಂ ನಿರ್ವಾಹಕರ ಪರೀಕ್ಷೆ: ಗೈರಾದವರಿಗೆ ಮತ್ತೊಂದು ಅವಕಾಶ — [46, 1002, 300, 1056]
